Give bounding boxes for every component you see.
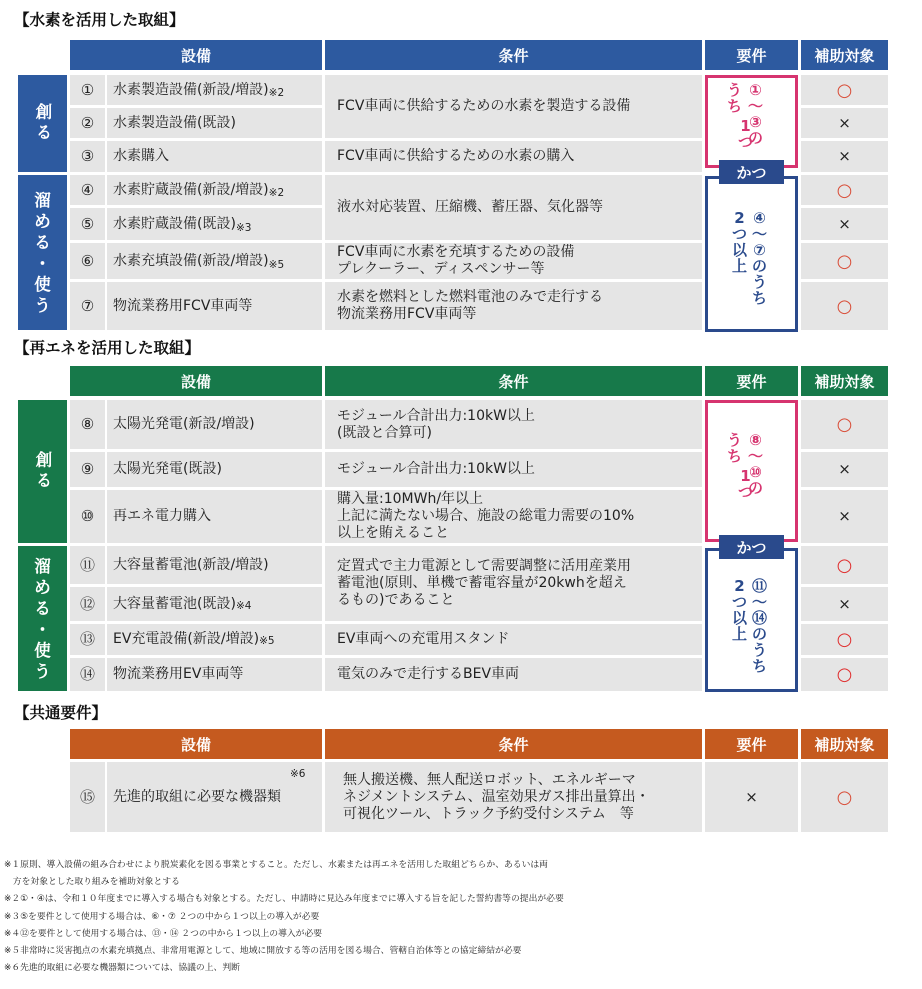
header-subsidy: 補助対象 — [801, 366, 888, 396]
requirement-text-col: う ち — [727, 81, 743, 115]
header-equipment: 設備 — [70, 40, 322, 70]
group-char: め — [34, 211, 51, 231]
subsidy-mark: ○ — [801, 546, 888, 584]
section-title-common: 【共通要件】 — [14, 704, 108, 722]
condition-text: 購入量:10MWh/年以上 上記に満たない場合、施設の総電力需要の10% 以上を賄えること — [325, 490, 702, 543]
row-number: ⑬ — [70, 624, 105, 655]
row-number: ⑮ — [70, 762, 105, 832]
header-requirement: 要件 — [705, 366, 798, 396]
group-label-store-use — [18, 546, 67, 691]
equipment-name: 水素充填設備(新設/増設) ※5 — [107, 243, 322, 279]
subsidy-mark: ○ — [801, 658, 888, 691]
header-subsidy: 補助対象 — [801, 729, 888, 759]
condition-text: FCV車両に水素を充填するための設備 プレクーラー、ディスペンサー等 — [325, 243, 702, 279]
group-char: ・ — [34, 619, 51, 639]
row-number: ⑫ — [70, 587, 105, 621]
subsidy-mark: ○ — [801, 400, 888, 449]
condition-text: FCV車両に供給するための水素の購入 — [325, 141, 702, 172]
footnote: ※１原則、導入設備の組み合わせにより脱炭素化を図る事業とすること。ただし、水素または再エネを活用した取組どちらか、あるいは両 — [4, 860, 548, 870]
requirement-text-col: 1 つ — [738, 117, 754, 151]
group-label-create — [18, 75, 67, 172]
footnote: 方を対象とした取り組みを補助対象とする — [4, 877, 180, 888]
subsidy-mark: × — [801, 208, 888, 240]
section-title-renewable: 【再エネを活用した取組】 — [14, 339, 201, 357]
section-title-hydrogen: 【水素を活用した取組】 — [14, 11, 185, 29]
group-char: 溜 — [34, 190, 51, 210]
condition-text: 電気のみで走行するBEV車両 — [325, 658, 702, 691]
equipment-name: EV充電設備(新設/増設) ※5 — [107, 624, 322, 655]
subsidy-mark: × — [801, 490, 888, 543]
equipment-name: 太陽光発電(新設/増設) — [107, 400, 322, 449]
row-number: ② — [70, 108, 105, 138]
row-number: ③ — [70, 141, 105, 172]
header-requirement: 要件 — [705, 40, 798, 70]
equipment-name: 再エネ電力購入 — [107, 490, 322, 543]
equipment-note: ※6 — [290, 768, 306, 780]
equipment-name: 物流業務用EV車両等 — [107, 658, 322, 691]
and-label: かつ — [719, 535, 784, 559]
row-number: ⑦ — [70, 282, 105, 330]
row-number: ⑧ — [70, 400, 105, 449]
header-condition: 条件 — [325, 729, 702, 759]
equipment-name: 水素貯蔵設備(新設/増設) ※2 — [107, 175, 322, 205]
group-char: う — [34, 661, 51, 681]
group-char: う — [34, 295, 51, 315]
row-number: ⑭ — [70, 658, 105, 691]
group-label-create — [18, 400, 67, 543]
equipment-name: 太陽光発電(既設) — [107, 452, 322, 487]
header-condition: 条件 — [325, 366, 702, 396]
equipment-name: 水素製造設備(既設) — [107, 108, 322, 138]
group-char: ・ — [34, 253, 51, 273]
group-char: 使 — [34, 640, 51, 660]
header-requirement: 要件 — [705, 729, 798, 759]
and-label: かつ — [719, 160, 784, 184]
equipment-name: 大容量蓄電池(新設/増設) — [107, 546, 322, 584]
subsidy-mark: × — [801, 141, 888, 172]
condition-text: FCV車両に供給するための水素を製造する設備 — [325, 75, 702, 138]
group-char: る — [34, 232, 51, 252]
row-number: ⑥ — [70, 243, 105, 279]
group-label-store-use — [18, 175, 67, 330]
subsidy-mark: ○ — [801, 75, 888, 105]
condition-text: モジュール合計出力:10kW以上 — [325, 452, 702, 487]
subsidy-mark: ○ — [801, 282, 888, 330]
condition-text: 定置式で主力電源として需要調整に活用産業用 蓄電池(原則、単機で蓄電容量が20kwhを超え るもの)であること — [325, 546, 702, 621]
requirement-text-col: 2 つ 以 上 — [732, 209, 748, 275]
equipment-name: 大容量蓄電池(既設) ※4 — [107, 587, 322, 621]
subsidy-mark: × — [801, 108, 888, 138]
group-char: 創る — [33, 103, 52, 144]
subsidy-mark: × — [801, 452, 888, 487]
equipment-name: 水素購入 — [107, 141, 322, 172]
subsidy-mark: ○ — [801, 762, 888, 832]
subsidy-mark: ○ — [801, 624, 888, 655]
condition-text: 無人搬送機、無人配送ロボット、エネルギーマ ネジメントシステム、温室効果ガス排出量算出・ 可視化ツール、トラック予約受付システム 等 — [325, 762, 702, 832]
group-char: 溜 — [34, 556, 51, 576]
condition-text: 水素を燃料とした燃料電池のみで走行する 物流業務用FCV車両等 — [325, 282, 702, 330]
row-number: ⑪ — [70, 546, 105, 584]
condition-text: EV車両への充電用スタンド — [325, 624, 702, 655]
row-number: ⑩ — [70, 490, 105, 543]
footnote: ※４⑫を要件として使用する場合は、⑬・⑭ ２つの中から１つ以上の導入が必要 — [4, 928, 323, 939]
header-equipment: 設備 — [70, 366, 322, 396]
footnote: ※６先進的取組に必要な機器類については、協議の上、判断 — [4, 963, 240, 974]
header-subsidy: 補助対象 — [801, 40, 888, 70]
group-char: 使 — [34, 274, 51, 294]
row-number: ⑤ — [70, 208, 105, 240]
requirement-text-col: ⑧ 〜 ⑩ の — [748, 431, 764, 497]
footnotes — [4, 857, 920, 977]
group-char: る — [34, 598, 51, 618]
condition-text: モジュール合計出力:10kW以上 (既設と合算可) — [325, 400, 702, 449]
subsidy-mark: ○ — [801, 175, 888, 205]
requirement-text-col: ① 〜 ③ の — [748, 81, 764, 147]
equipment-name: 先進的取組に必要な機器類 — [107, 762, 322, 832]
requirement-text-col: 1 つ — [738, 467, 754, 501]
requirement-text-col: 2 つ 以 上 — [732, 577, 748, 643]
equipment-name: 水素貯蔵設備(既設) ※3 — [107, 208, 322, 240]
footnote: ※５非常時に災害拠点の水素充填拠点、非常用電源として、地域に開放する等の活用を図る場合、管轄自治体等との協定締結が必要 — [4, 946, 522, 957]
requirement-text-col: う ち — [727, 431, 743, 465]
group-char: め — [34, 577, 51, 597]
equipment-name: 物流業務用FCV車両等 — [107, 282, 322, 330]
row-number: ① — [70, 75, 105, 105]
condition-text: 液水対応装置、圧縮機、蓄圧器、気化器等 — [325, 175, 702, 240]
subsidy-mark: × — [801, 587, 888, 621]
equipment-name: 水素製造設備(新設/増設) ※2 — [107, 75, 322, 105]
group-char: 創る — [33, 451, 52, 492]
header-equipment: 設備 — [70, 729, 322, 759]
subsidy-mark: ○ — [801, 243, 888, 279]
row-number: ④ — [70, 175, 105, 205]
requirement-text-col: ④ 〜 ⑦ の う ち — [752, 209, 768, 307]
footnote: ※２①・④は、令和１０年度までに導入する場合も対象とする。ただし、申請時に見込み年度までに導入する旨を記した誓約書等の提出が必要 — [4, 894, 564, 905]
footnote: ※３⑤を要件として使用する場合は、⑥・⑦ ２つの中から１つ以上の導入が必要 — [4, 911, 320, 922]
requirement-mark: × — [705, 762, 798, 832]
row-number: ⑨ — [70, 452, 105, 487]
header-condition: 条件 — [325, 40, 702, 70]
requirement-text-col: ⑪ 〜 ⑭ の う ち — [752, 577, 768, 675]
